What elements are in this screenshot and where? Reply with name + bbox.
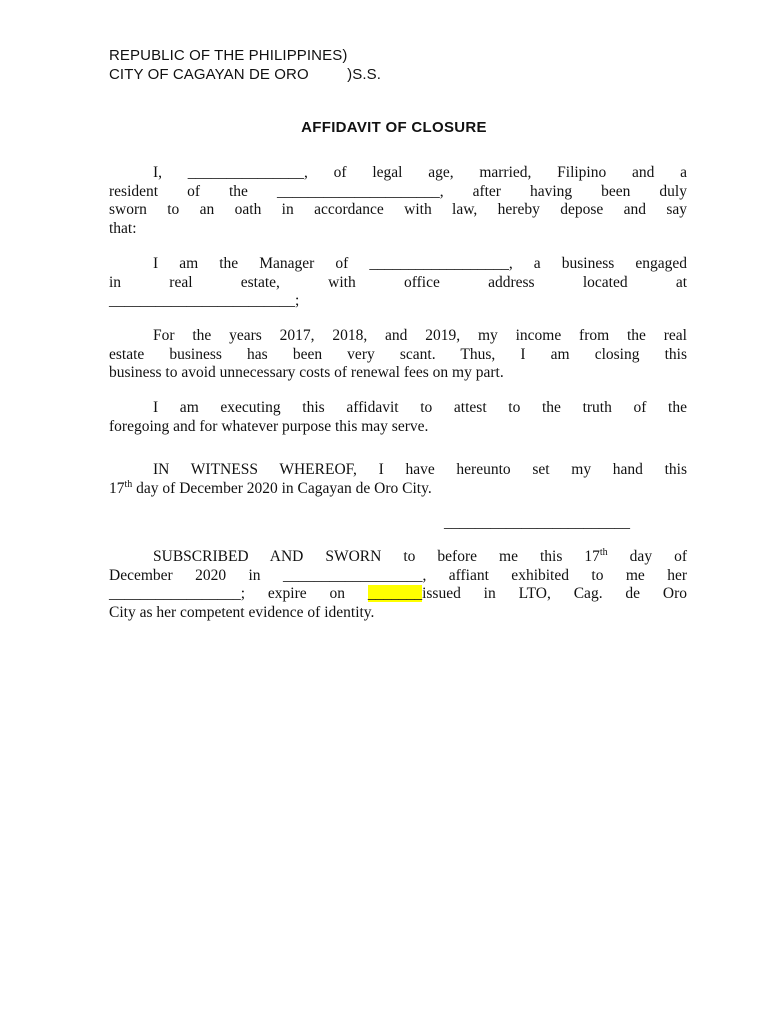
paragraph-witness <box>109 461 687 498</box>
day-number: 17 <box>109 479 125 497</box>
paragraph-line: I am executing this affidavit to attest to the truth of the <box>153 399 687 416</box>
paragraph-line: I, _______________, of legal age, married, Filipino and a <box>153 164 687 181</box>
ordinal-suffix: th <box>599 547 608 558</box>
date-place-text: day of December 2020 in Cagayan de Oro City. <box>132 479 432 497</box>
document-title: AFFIDAVIT OF CLOSURE <box>301 119 487 136</box>
paragraph-income <box>109 327 687 383</box>
jurat-text-end: day of <box>607 548 687 565</box>
paragraph-line: December 2020 in __________________, affiant exhibited to me her <box>109 566 687 584</box>
paragraph-line: estate business has been very scant. Thus, I am closing this <box>109 345 687 363</box>
caption-republic: REPUBLIC OF THE PHILIPPINES) <box>109 47 348 64</box>
paragraph-line: City as her competent evidence of identity. <box>109 603 375 621</box>
paragraph-line: in real estate, with office address located at <box>109 273 687 291</box>
signature-line: ________________________ <box>444 514 630 531</box>
paragraph-manager <box>109 255 687 311</box>
paragraph-line: that: <box>109 219 137 237</box>
paragraph-line: IN WITNESS WHEREOF, I have hereunto set my hand this <box>153 461 687 478</box>
paragraph-line <box>109 585 687 604</box>
paragraph-line: resident of the _____________________, after having been duly <box>109 182 687 200</box>
jurat-text: SUBSCRIBED AND SWORN to before me this 17 <box>153 548 600 565</box>
paragraph-line: sworn to an oath in accordance with law, hereby depose and say <box>109 201 687 218</box>
paragraph-purpose <box>109 399 687 436</box>
paragraph-line: business to avoid unnecessary costs of renewal fees on my part. <box>109 364 504 381</box>
paragraph-line: I am the Manager of __________________, a business engaged <box>153 255 687 272</box>
paragraph-jurat <box>109 548 687 622</box>
ordinal-suffix: th <box>124 478 133 490</box>
paragraph-line <box>109 548 687 567</box>
paragraph-line: For the years 2017, 2018, and 2019, my income from the real <box>153 327 687 344</box>
caption-city: CITY OF CAGAYAN DE ORO )S.S. <box>109 66 381 83</box>
paragraph-line: foregoing and for whatever purpose this may serve. <box>109 417 429 435</box>
expiry-blank-highlight: _______ <box>367 585 423 602</box>
paragraph-affiant-intro <box>109 164 687 238</box>
id-blank-text: _________________; expire on <box>109 585 368 602</box>
issued-text: issued in LTO, Cag. de Oro <box>422 585 687 602</box>
paragraph-line <box>109 480 687 499</box>
paragraph-line: ________________________; <box>109 292 300 309</box>
